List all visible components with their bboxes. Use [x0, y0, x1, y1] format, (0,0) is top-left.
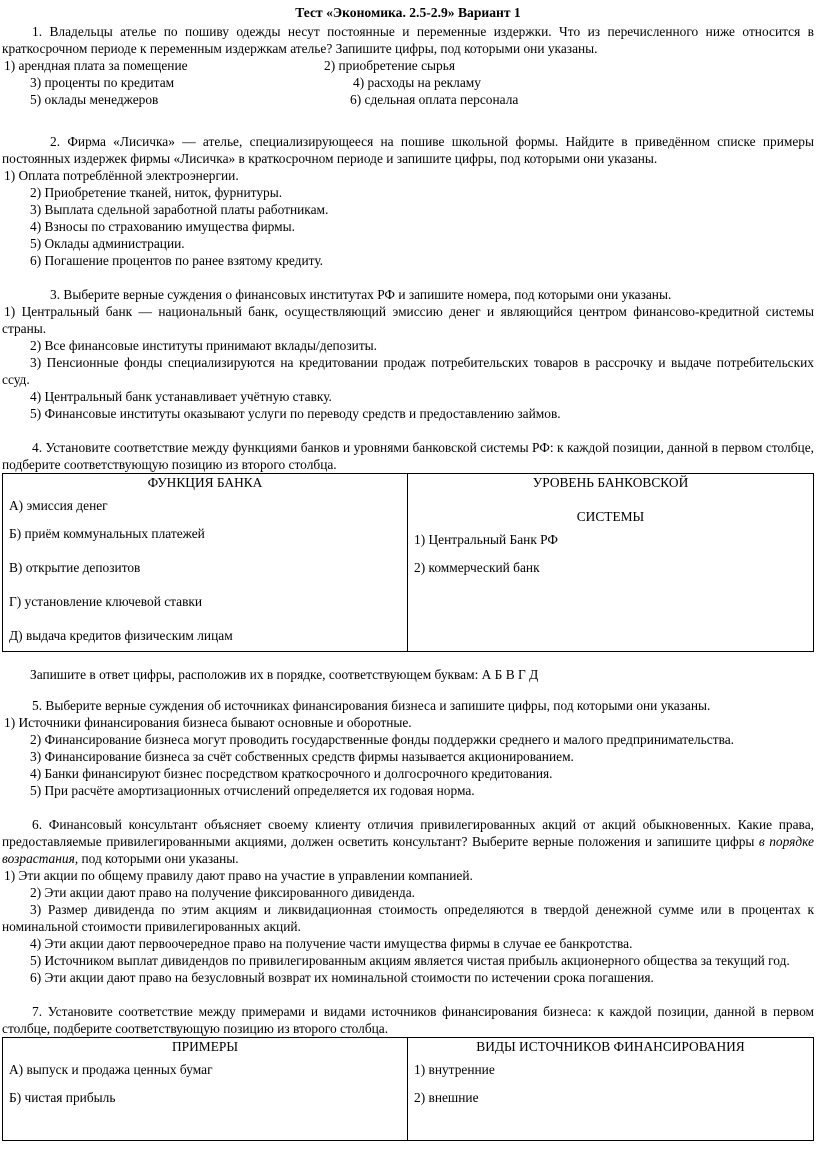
option: 4) Центральный банк устанавливает учётную ставку. [30, 389, 332, 404]
option: 3) проценты по кредитам [30, 75, 175, 90]
option: 1) Центральный банк — национальный банк, осуществляющий эмиссию денег и являющийся центром финансово-кредитной системы страны. [2, 304, 814, 336]
option: 4) Эти акции дают первоочередное право на получение части имущества фирмы в случае ее банкротства. [30, 936, 633, 951]
column-header: СИСТЕМЫ [576, 509, 645, 524]
option: 2) Все финансовые институты принимают вклады/депозиты. [30, 338, 378, 353]
question-7-text: 7. Установите соответствие между примерами и видами источников финансирования бизнеса: к каждой позиции, данной в первом столбце, подберите соответствующую позицию из второго столбца. [2, 1004, 814, 1036]
table-column-source-types [408, 1038, 814, 1141]
table-column-functions [3, 474, 408, 652]
table-column-examples [3, 1038, 408, 1141]
table-cell: 1) Центральный Банк РФ [414, 532, 558, 547]
option: 5) При расчёте амортизационных отчислений определяется их годовая норма. [30, 783, 475, 798]
option: 4) расходы на рекламу [353, 75, 481, 90]
question-1-options-row [2, 57, 814, 74]
option: 3) Пенсионные фонды специализируются на кредитовании продаж потребительских товаров в рассрочку и выдаче потребительских ссуд. [2, 355, 814, 387]
option: 1) Оплата потреблённой электроэнергии. [4, 168, 239, 183]
question-4-answer-note: Запишите в ответ цифры, расположив их в порядке, соответствующем буквам: А Б В Г Д [30, 667, 539, 682]
question-5-text: 5. Выберите верные суждения об источниках финансирования бизнеса и запишите цифры, под которыми они указаны. [32, 698, 711, 713]
question-2-text: 2. Фирма «Лисичка» — ателье, специализирующееся на пошиве школьной формы. Найдите в приведённом списке примеры постоянных издержек фирмы «Лисичка» в краткосрочном периоде и запишите цифры, под которыми они указаны. [2, 134, 814, 166]
question-4-text: 4. Установите соответствие между функциями банков и уровнями банковской системы РФ: к каждой позиции, данной в первом столбце, подберите соответствующую позицию из второго столбца. [2, 440, 814, 472]
option: 5) оклады менеджеров [30, 92, 159, 107]
option: 2) приобретение сырья [324, 58, 455, 73]
question-1-text: 1. Владельцы ателье по пошиву одежды несут постоянные и переменные издержки. Что из перечисленного ниже относится в краткосрочном периоде к переменным издержкам ателье? Запишите цифры, под которыми они указаны. [2, 24, 814, 56]
table-cell: В) открытие депозитов [9, 560, 141, 575]
option: 3) Финансирование бизнеса за счёт собственных средств фирмы называется акционированием. [30, 749, 574, 764]
table-cell: Б) чистая прибыль [9, 1090, 116, 1105]
option: 5) Финансовые институты оказывают услуги по переводу средств и предоставлению займов. [30, 406, 561, 421]
table-column-levels [408, 474, 814, 652]
option: 5) Источником выплат дивидендов по привилегированным акциям является чистая прибыль акционерного общества за текущий год. [30, 953, 790, 968]
column-header: УРОВЕНЬ БАНКОВСКОЙ [532, 475, 689, 490]
table-cell: 1) внутренние [414, 1062, 495, 1077]
option: 6) Эти акции дают право на безусловный возврат их номинальной стоимости по истечении срока погашения. [30, 970, 654, 985]
option: 2) Приобретение тканей, ниток, фурнитуры. [30, 185, 283, 200]
option: 6) Погашение процентов по ранее взятому кредиту. [30, 253, 324, 268]
option: 3) Размер дивиденда по этим акциям и ликвидационная стоимость определяются в твердой денежной сумме или в процентах к номинальной стоимости привилегированных акций. [2, 902, 814, 934]
option: 4) Банки финансируют бизнес посредством краткосрочного и долгосрочного кредитования. [30, 766, 553, 781]
table-cell: 2) коммерческий банк [414, 560, 540, 575]
column-header: ВИДЫ ИСТОЧНИКОВ ФИНАНСИРОВАНИЯ [476, 1039, 745, 1054]
table-cell: Г) установление ключевой ставки [9, 594, 203, 609]
option: 1) арендная плата за помещение [4, 58, 188, 73]
table-cell: 2) внешние [414, 1090, 479, 1105]
option: 2) Эти акции дают право на получение фиксированного дивиденда. [30, 885, 416, 900]
question-6-emphasis: в порядке возрастания [2, 834, 814, 866]
question-3-text: 3. Выберите верные суждения о финансовых институтах РФ и запишите номера, под которыми они указаны. [50, 287, 672, 302]
question-6-text-a: 6. Финансовый консультант объясняет своему клиенту отличия привилегированных акций от акций обыкновенных. Какие права, предоставляемые привилегированными акциями, должен осветить консультант? Выберите верные положения и запишите цифры [2, 817, 814, 849]
option: 1) Эти акции по общему правилу дают право на участие в управлении компанией. [4, 868, 473, 883]
option: 6) сдельная оплата персонала [350, 92, 519, 107]
test-title: Тест «Экономика. 2.5-2.9» Вариант 1 [295, 5, 521, 20]
question-7-table [2, 1037, 814, 1141]
option: 3) Выплата сдельной заработной платы работникам. [30, 202, 329, 217]
option: 5) Оклады администрации. [30, 236, 185, 251]
option: 4) Взносы по страхованию имущества фирмы. [30, 219, 295, 234]
option: 1) Источники финансирования бизнеса бывают основные и оборотные. [4, 715, 412, 730]
question-6-text [2, 816, 814, 867]
table-cell: Д) выдача кредитов физическим лицам [9, 628, 233, 643]
table-cell: А) эмиссия денег [9, 498, 108, 513]
table-cell: А) выпуск и продажа ценных бумаг [9, 1062, 213, 1077]
column-header: ФУНКЦИЯ БАНКА [147, 475, 263, 490]
question-6-text-b: , под которыми они указаны. [74, 851, 239, 866]
question-4-table [2, 473, 814, 652]
question-1-options-row [2, 91, 814, 108]
option: 2) Финансирование бизнеса могут проводить государственные фонды поддержки среднего и малого предпринимательства. [30, 732, 735, 747]
table-cell: Б) приём коммунальных платежей [9, 526, 205, 541]
question-1-options-row [2, 74, 814, 91]
column-header: ПРИМЕРЫ [172, 1039, 238, 1054]
